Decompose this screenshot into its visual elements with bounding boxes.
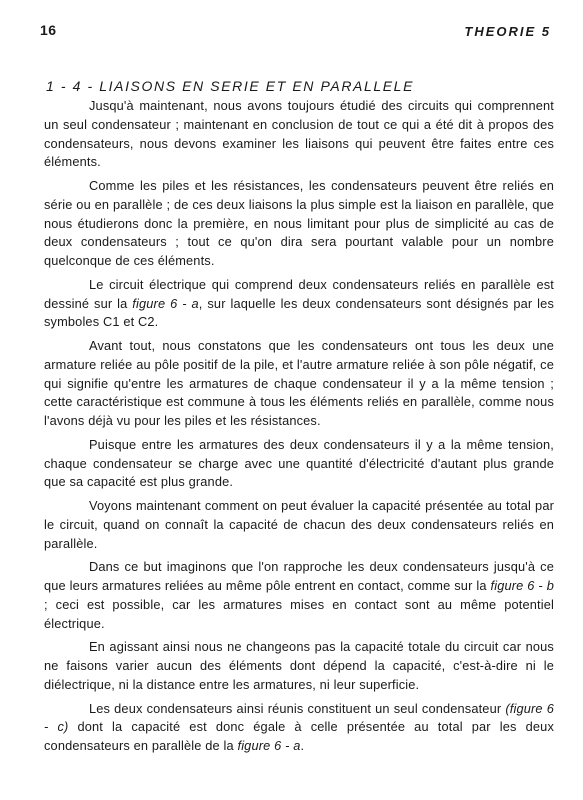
paragraph: Comme les piles et les résistances, les condensateurs peuvent être reliés en série ou en parallèle ; de ces deux liaisons la plus simple est la liaison en parallèle, que nous étudierons donc la première, en nous limitant pour plus de simplicité au cas de deux condensateurs ; tout ce qu'on dira sera pourtant valable pour un nombre quelconque de ces éléments. [44,178,554,268]
paragraph-text: ; ceci est possible, car les armatures mises en contact sont au même potentiel électrique. [44,596,554,631]
paragraph: Voyons maintenant comment on peut évaluer la capacité présentée au total par le circuit, quand on connaît la capacité de chacun des deux condensateurs reliés en parallèle. [44,498,554,551]
paragraph: Avant tout, nous constatons que les condensateurs ont tous les deux une armature reliée au pôle positif de la pile, et l'autre armature reliée à son pôle négatif, ce qui signifie qu'entre les armatures de chaque condensateur il y a la même tension ; cette caractéristique est commune à tous les éléments reliés en parallèle, comme nous l'avons déjà vu pour les piles et les résistances. [44,338,554,428]
paragraph [44,276,554,332]
paragraph-text: Dans ce but imaginons que l'on rapproche les deux condensateurs jusqu'à ce que leurs armatures reliées au même pôle entrent en contact, comme sur la [44,559,554,593]
paragraph: Puisque entre les armatures des deux condensateurs il y a la même tension, chaque condensateur se charge avec une quantité d'électricité d'autant plus grande que sa capacité est plus grande. [44,436,554,490]
paragraph-text: . [300,738,305,753]
figure-reference: figure 6 - b [490,578,554,593]
paragraph: En agissant ainsi nous ne changeons pas la capacité totale du circuit car nous ne faisons varier aucun des éléments dont dépend la capacité, c'est-à-dire ni le diélectrique, ni la distance entre les armatures, ni leur superficie. [44,639,554,692]
page-number: 16 [40,22,57,38]
body-text [44,97,554,761]
figure-reference: (figure 6 - c) [44,700,554,735]
section-heading: 1 - 4 - LIAISONS EN SERIE ET EN PARALLELE [46,78,415,94]
paragraph-text: dont la capacité est donc égale à celle présentée au total par les deux condensateurs en parallèle de la [44,719,554,753]
running-title: THEORIE 5 [464,24,551,39]
paragraph-text: , sur laquelle les deux condensateurs sont désignés par les symboles C1 et C2. [44,295,554,330]
figure-reference: figure 6 - a [237,738,301,753]
paragraph [44,700,554,756]
figure-reference: figure 6 - a [132,295,199,311]
paragraph: Jusqu'à maintenant, nous avons toujours étudié des circuits qui comprennent un seul condensateur ; maintenant en conclusion de tout ce qui a été dit à propos des condensateurs, nous devons examiner les liaisons qui peuvent être faites entre ces éléments. [44,98,554,170]
paragraph-text: Le circuit électrique qui comprend deux condensateurs reliés en parallèle est dessiné sur la [44,276,554,311]
paragraph-text: Les deux condensateurs ainsi réunis constituent un seul condensateur [89,700,506,716]
paragraph [44,558,554,633]
